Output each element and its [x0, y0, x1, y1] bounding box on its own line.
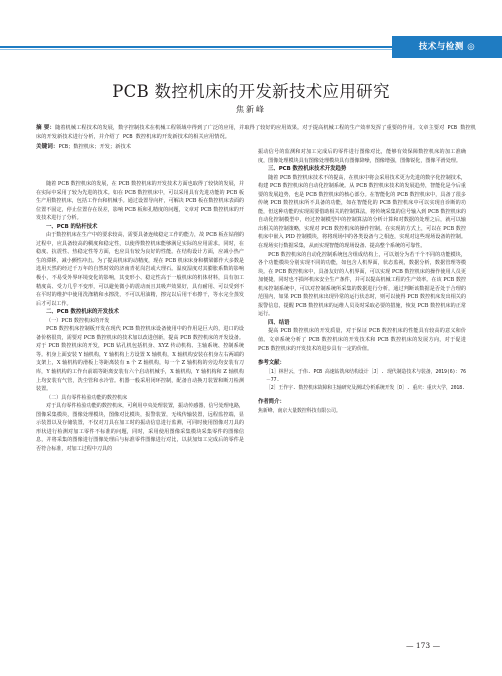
keywords-label: 关键词：	[36, 143, 59, 150]
right-column	[258, 148, 466, 415]
abstract-label: 摘 要：	[36, 125, 56, 131]
subsection-heading: （一）PCB 数控机床的开发	[46, 317, 110, 324]
author-info: 焦新峰，南京大量数控科技有限公司。	[258, 407, 341, 414]
reference-item: ［2］王作宇. 数控机床故障和主轴研究及测试分析系统开发［D］. 重庆：重庆大学，2018.	[266, 385, 465, 392]
left-column	[36, 180, 244, 454]
references-heading: 参考文献：	[258, 360, 285, 367]
paragraph: PCB 数控机床控制板开发在现代 PCB 数控机床设备使用中的作用是巨大的，进口的设备价格很贵，需要对 PCB 数控机床的技术加以改进创新，提高 PCB 数控机床的开发设备。对于 PCB 数控机床的开发，PCB 钻孔机包括机身、XYZ 传动机构、主轴系统、控制系统等。机身上面安装 Y 轴机构，Y 轴机构上方设置 X 轴机构，X 轴机构安装在机身左右两端的支架上，X 轴机构的滑板上等距离装有 n 个 Z 轴机构，每一个 Z 轴机构的旁边均安装有刀库，Y 轴机构的工作台前端等距离安装有六个启动机械手，X 轴机构，Y 轴机构和 Z 轴机构上均安装有气管，洗尘管和水冷管。机器一般采用闭环控制，配备自动换刀装置和断刀检测装置。	[36, 326, 244, 393]
paragraph: PCB 数控机床的自动化控制系统包含组成结构上，可以划分为若干个不同的功能模块，各个功能模块分别实现不同的功能，如包含人机界面，状态监视，数据分析，数据管理等模块。在 PCB 数控机床中，具备友好的人机界面，可以实现 PCB 数控机床的操作使用人员更加便捷，同时也不损坏机床安全生产条件，并可以提高机械工程的生产效率。在该 PCB 数控机床控制系统中，可以对控制系统所采集的数据进行分析，通过判断该数据是否处于合理的范围内，如果 PCB 数控机床出现异常的运行状态时，则可以使得 PCB 数控机床发出相关的报警信息，提醒 PCB 数控机床的运维人员及时采取必要的措施，恢复 PCB 数控机床的正常运行。	[258, 251, 466, 318]
keywords-text: PCB；数控机床；开发；新技术	[58, 143, 131, 150]
author-info-heading: 作者简介：	[258, 399, 285, 406]
paragraph: 随着 PCB 数控机床的发展，在 PCB 数控机床的开发技术方面也取得了较快的发展，并在实际中采用了较为先进的技术。如在 PCB 数控机床中，可以采用具有先进功能的 PCB 板生产用数控机床，包括工作台和机械手。通过设置导向杆，可解决 PCB 板在数控机床表面的位置不固定，停止位置存在误差，影响 PCB 板和孔精度的问题，文章对 PCB 数控机床的开发技术进行了分析。	[36, 181, 244, 222]
paragraph: 由于数控机床在生产中的要求较高，需要具备连续稳定工作的能力，故 PCB 板在钻削的过程中，应具备较高的稠度和稳定性，以使得数控机床能够满足实际的应用需求。同时，在稳度、抗震性、热稳定性等方面，也应具有较为良好的性能。在结构设计方面，应减小热产生的滞移，减小颤性冲击。为了提高机床的动精度，现在 PCB 机床床身和横梁都作大多数是选用天然的经过千万年的自然时效的济南青花岗岩或大理石。温度湿度对其膨胀系数的影响极小，不易受外界环境变化的影响，其变形小、稳定性高于一般机床的机体材料，具有加工精度高、受力几乎不变形，可以避免微小的震动而且其吸声效果好，具有耐用、可以受到不在平时的维护中使用洗涤精和水擦洗，不可以用油精，擦完以后用干布擦干，等水完全蒸发后才可以工作。	[36, 232, 244, 307]
section-heading: 三、PCB 数控机床技术开发趋势	[268, 166, 347, 173]
section-tab: 技术与检测 ◎	[392, 36, 502, 58]
paragraph: 振动信号的监测和对加工完成后的零件进行图像对比，能够有效保障数控机床的加工准确度，图像处理模块具有图像处理模块具有图像降噪，图像增强，图像锐化，图像平滑处理。	[258, 149, 466, 164]
article-author: 焦新峰	[236, 105, 266, 114]
paragraph: 提高 PCB 数控机床的开发质量，对于保证 PCB 数控机床的性能具有较高的意义和价值。文章系统分析了 PCB 数控机床的开发技术和 PCB 数控机床的发展方向，对于促进 PCB 数控机床的开发技术的进步具有一定的价值。	[258, 328, 466, 352]
page-number: — 173 —	[406, 641, 441, 650]
paragraph: 随着 PCB 数控机床技术不的提高，在机床中将会采用技术更为先进的数字化控制技术，构建 PCB 数控机床的自动化控制系统。从 PCB 数控机床技术的发展趋势，智能化是今后重要的发展趋势，也是 PCB 数控机床的核心部分。在智能化的 PCB 数控机床中，具备了很多传统 PCB 数控机床所不具备的功能，如在智能化的 PCB 数控机床中可以实现自诊断的功能，但这种功能的实现需要借助相关的控制算法，将传统采集的信号输入到 PCB 数控机床的自动化控制模型中，经过控制模型中的控制算法的分析计算和对数据的处理之后，就可以输出相关的控制策略，实现对 PCB 数控机床的操作控制。在实现的方式上，可以在 PCB 数控机床中嵌入 PID 控制模块，将将现场中的各类设备与之相连，实现对这些现场设备的控制。在现场实行数据采集，从而实现智能的现场设备、提高整个系统的可靠性。	[258, 174, 466, 250]
subsection-heading: （二）具有零件检验功能的数控机床	[46, 394, 128, 401]
reference-item: ［1］林世云，于伟. PCB 高速钻铣床结构设计［J］. 现代制造技术与装备，2019(6)：76－77.	[266, 368, 466, 383]
section-heading: 二、PCB 数控机床的开发技术	[46, 309, 119, 316]
paragraph: 对于具有零件检验功能的数控机床，可利用中央处理装置，振动传感器，信号处理电路，图像采集模块，图像处理模块，图像对比模块，报警装置，无线传输装置，远程监控端，显示装置以及存储装置，不仅对刀具在加工时的振动信息进行监测，可同时使用图像对刀具的形状进行检测对加工零件不标准的问题，同时，采用使用图像采集模块采集零件的图像信息，并将采集的图像进行图像处理后与标准零件图像进行对比，以获加知工完成后的零件是否符合标准，对加工过程中刀具的	[36, 403, 244, 452]
section-heading: 四、结语	[268, 319, 290, 326]
abstract-text: 随着机械工程技术的发展，数字控制技术在机械工程领域中得到了广泛的应用，并取得了较好的应用效果。对于提高机械工程的生产效率发挥了重要的作用。文章主要对 PCB 数控机床的开发新技术进行分析，并介绍了 PCB 数控机床的开发新技术的相关应用情况。	[36, 125, 476, 141]
section-heading: 一、PCB 的钻杆技术	[46, 223, 98, 230]
article-title: PCB 数控机床的开发新技术应用研究	[112, 82, 390, 101]
